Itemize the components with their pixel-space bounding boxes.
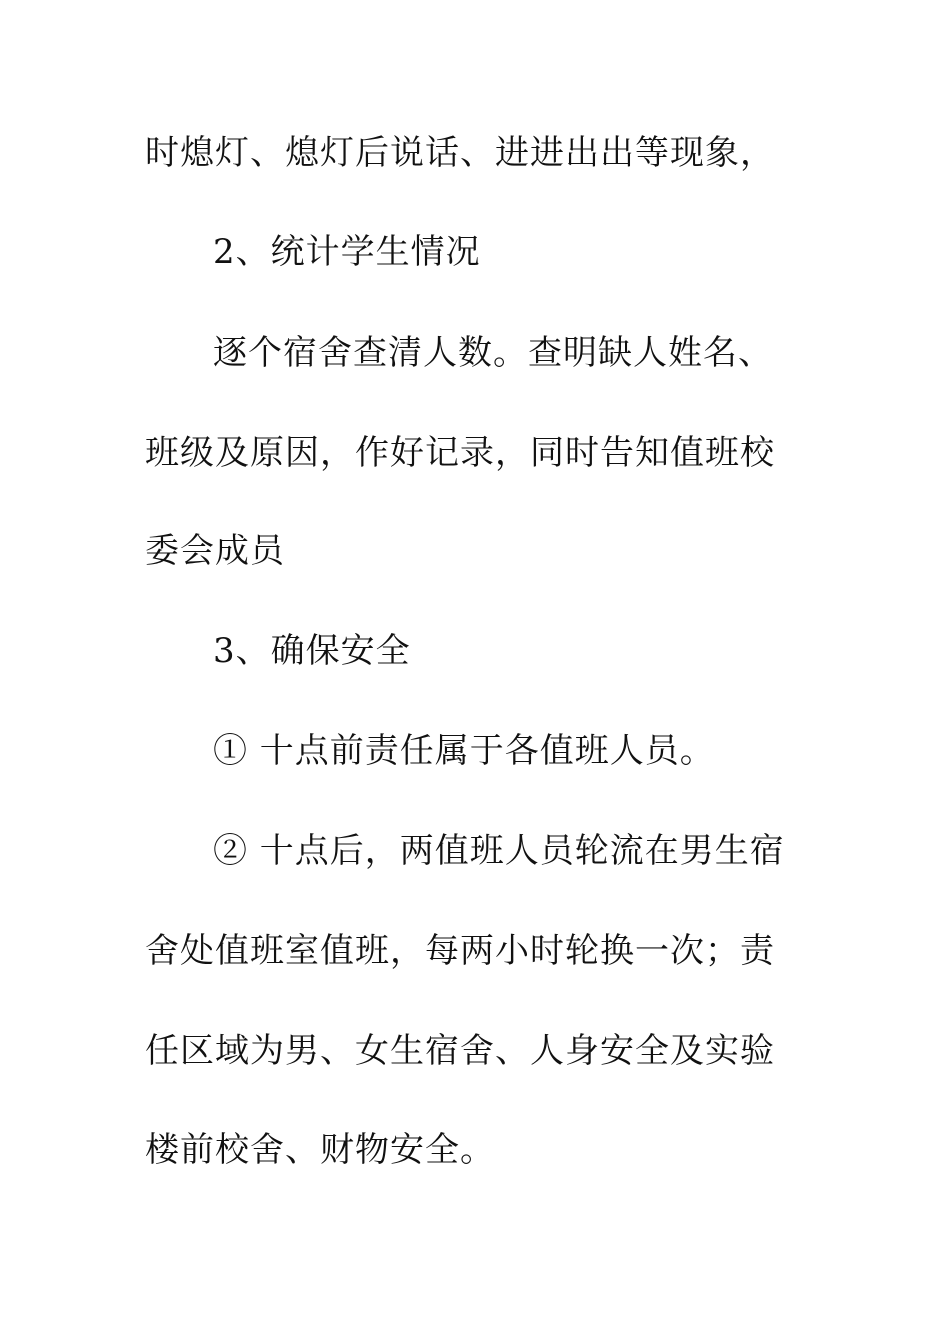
list-item-after-ten-line-1: ② 十点后，两值班人员轮流在男生宿 <box>213 831 785 871</box>
list-item-after-ten-line-3: 任区域为男、女生宿舍、人身安全及实验 <box>145 1031 775 1071</box>
list-item-after-ten-line-2: 舍处值班室值班，每两小时轮换一次；责 <box>145 931 775 971</box>
section-heading-student-count: 2、统计学生情况 <box>213 232 481 272</box>
paragraph-continuation-lights-out: 时熄灯、熄灯后说话、进进出出等现象， <box>145 133 775 173</box>
paragraph-dorm-check-line-2: 班级及原因，作好记录，同时告知值班校 <box>145 433 775 473</box>
list-item-before-ten: ① 十点前责任属于各值班人员。 <box>213 731 715 771</box>
list-item-after-ten-line-4: 楼前校舍、财物安全。 <box>145 1130 495 1170</box>
paragraph-dorm-check-line-3: 委会成员 <box>145 531 285 571</box>
paragraph-dorm-check-line-1: 逐个宿舍查清人数。查明缺人姓名、 <box>213 333 773 373</box>
section-heading-ensure-safety: 3、确保安全 <box>213 631 411 671</box>
